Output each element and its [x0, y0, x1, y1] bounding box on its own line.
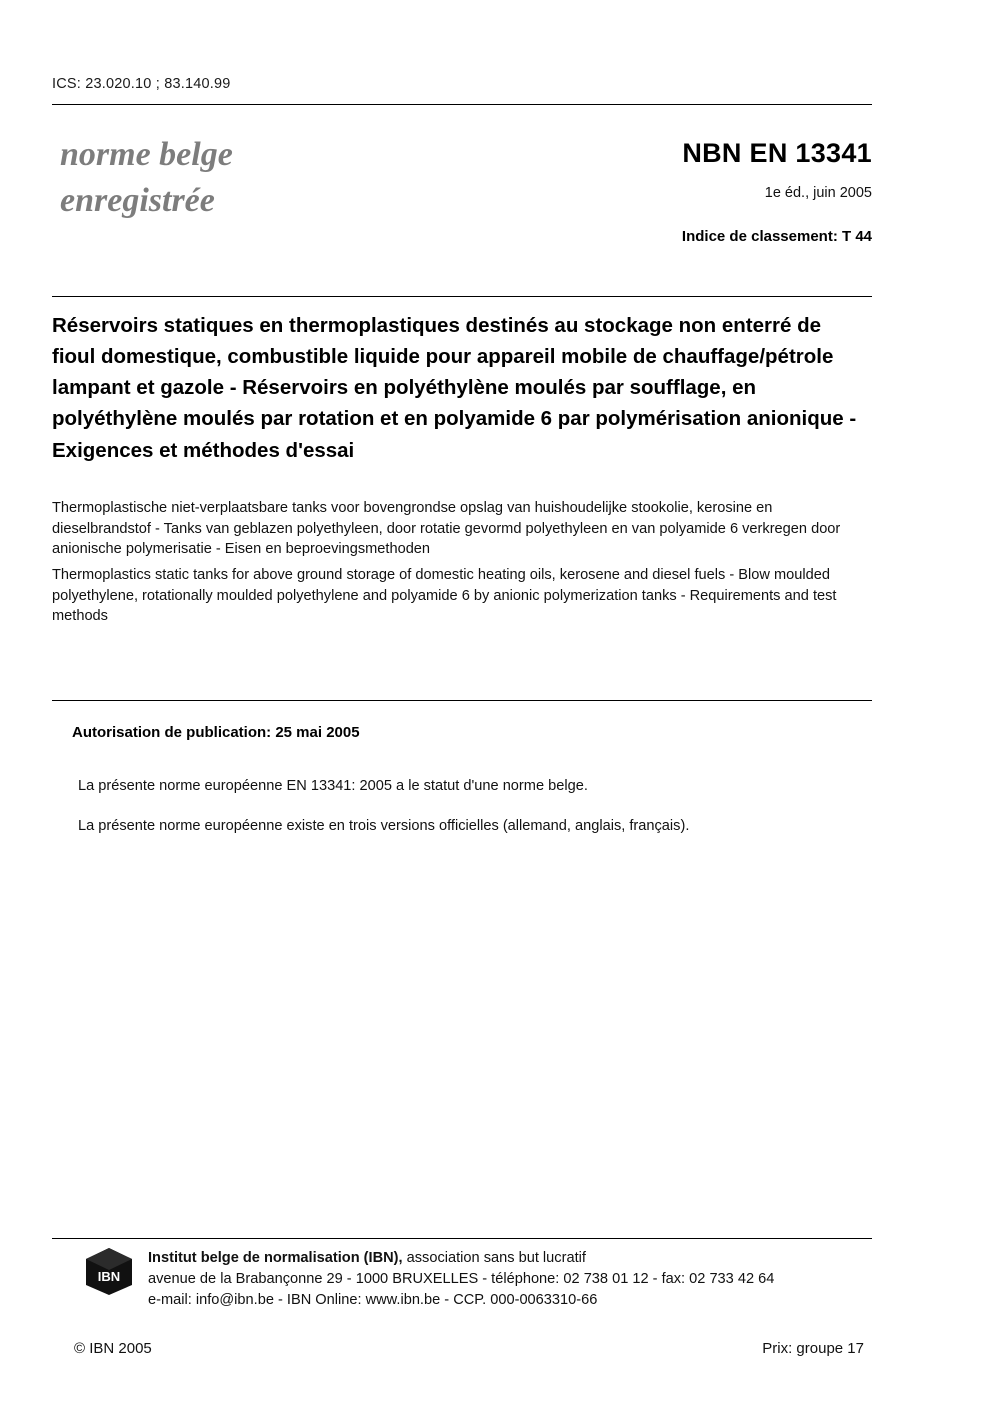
title-english: Thermoplastics static tanks for above ground storage of domestic heating oils, kerosene and diesel fuels - Blow moulded polyethylene, rotationally moulded polyethylene and polyamide 6 by anionic polymerization tanks - Requirements and test methods — [52, 567, 837, 625]
title-french: Réservoirs statiques en thermoplastiques destinés au stockage non enterré de fioul domestique, combustible liquide pour appareil mobile de chauffage/pétrole lampant et gazole - Réservoirs en polyéthylène moulés par soufflage, en polyéthylène moulés par rotation et en polyamide 6 par polymérisation anionique - Exigences et méthodes d'essai — [52, 314, 857, 462]
footer-copyright: © IBN 2005 — [74, 1340, 152, 1357]
ibn-logo-icon — [82, 1245, 136, 1297]
footer-organisation-line — [148, 1248, 868, 1269]
page-content — [52, 0, 872, 1403]
footer-organisation-suffix: association sans but lucratif — [402, 1250, 586, 1266]
authorisation-paragraph-2: La présente norme européenne existe en trois versions officielles (allemand, anglais, français). — [78, 818, 690, 834]
standard-brand-line2: enregistrée — [60, 181, 215, 219]
title-dutch: Thermoplastische niet-verplaatsbare tanks voor bovengrondse opslag van huishoudelijke stookolie, kerosine en dieselbrandstof - Tanks van geblazen polyethyleen, door rotatie gevormd polyethyleen en van polyamide 6 verkregen door anionische polymerisatie - Eisen en beproevingsmethoden — [52, 500, 841, 558]
standard-classification: Indice de classement: T 44 — [681, 228, 872, 245]
divider-footer — [52, 1238, 872, 1239]
standard-edition: 1e éd., juin 2005 — [764, 185, 872, 201]
authorisation-paragraph-1: La présente norme européenne EN 13341: 2005 a le statut d'une norme belge. — [78, 778, 588, 794]
footer-institute-info — [148, 1248, 868, 1311]
standard-brand — [60, 132, 233, 224]
authorisation-title: Autorisation de publication: 25 mai 2005 — [72, 724, 360, 741]
footer-organisation: Institut belge de normalisation (IBN), — [148, 1250, 403, 1266]
footer-price: Prix: groupe 17 — [762, 1340, 864, 1357]
divider-authorisation — [52, 700, 872, 701]
standard-number: NBN EN 13341 — [682, 138, 872, 168]
footer-address: avenue de la Brabançonne 29 - 1000 BRUXELLES - téléphone: 02 738 01 12 - fax: 02 733 42 64 — [148, 1271, 775, 1288]
svg-text:IBN: IBN — [97, 1269, 121, 1284]
standard-brand-line1: norme belge — [60, 136, 233, 173]
footer-contact: e-mail: info@ibn.be - IBN Online: www.ibn.be - CCP. 000-0063310-66 — [148, 1292, 598, 1309]
divider-top — [52, 104, 872, 105]
divider-title — [52, 296, 872, 297]
ics-code: ICS: 23.020.10 ; 83.140.99 — [52, 76, 231, 92]
